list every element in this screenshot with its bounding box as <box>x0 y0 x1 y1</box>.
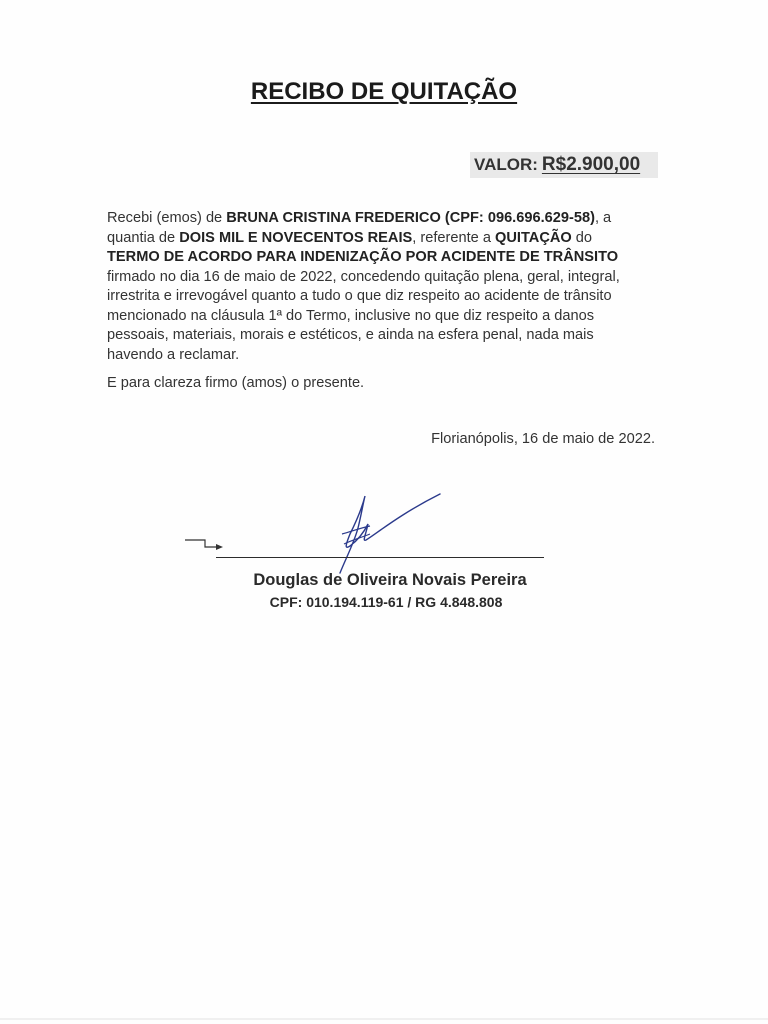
signature-line <box>216 557 544 558</box>
body-text: , a <box>594 210 612 226</box>
valor-box <box>470 152 658 178</box>
body-line-6: mencionado na cláusula 1ª do Termo, inclusive no que diz respeito a danos <box>107 307 595 324</box>
body-text: , referente a <box>412 229 495 246</box>
amount-in-words: DOIS MIL E NOVECENTOS REAIS <box>179 229 413 246</box>
body-text: Recebi (emos) de <box>107 210 227 226</box>
payer-name: BRUNA CRISTINA FREDERICO (CPF: 096.696.629-58) <box>226 210 595 226</box>
body-line-4: firmado no dia 16 de maio de 2022, concedendo quitação plena, geral, integral, <box>107 268 620 285</box>
document-title: RECIBO DE QUITAÇÃO <box>250 78 518 105</box>
quitacao-term: QUITAÇÃO <box>495 229 572 246</box>
handwritten-signature <box>320 488 450 578</box>
sign-here-arrow-icon <box>183 534 227 556</box>
signer-documents: CPF: 010.194.119-61 / RG 4.848.808 <box>269 594 503 610</box>
agreement-title: TERMO DE ACORDO PARA INDENIZAÇÃO POR ACIDENTE DE TRÂNSITO <box>107 249 619 265</box>
body-line-1 <box>107 209 667 229</box>
body-text: quantia de <box>107 229 180 246</box>
body-line-8: havendo a reclamar. <box>107 346 240 363</box>
receipt-body <box>107 209 667 365</box>
closing-statement: E para clareza firmo (amos) o presente. <box>107 375 365 391</box>
body-line-7: pessoais, materiais, morais e estéticos, e ainda na esfera penal, nada mais <box>107 327 594 343</box>
place-and-date: Florianópolis, 16 de maio de 2022. <box>431 431 655 447</box>
body-text: do <box>571 229 593 246</box>
valor-amount: R$2.900,00 <box>541 154 641 175</box>
body-line-2 <box>107 229 667 249</box>
body-line-5: irrestrita e irrevogável quanto a tudo o que diz respeito ao acidente de trânsito <box>107 288 612 304</box>
signer-name: Douglas de Oliveira Novais Pereira <box>253 571 527 589</box>
page-bottom-edge <box>0 1018 768 1020</box>
valor-label: VALOR: <box>474 155 538 174</box>
